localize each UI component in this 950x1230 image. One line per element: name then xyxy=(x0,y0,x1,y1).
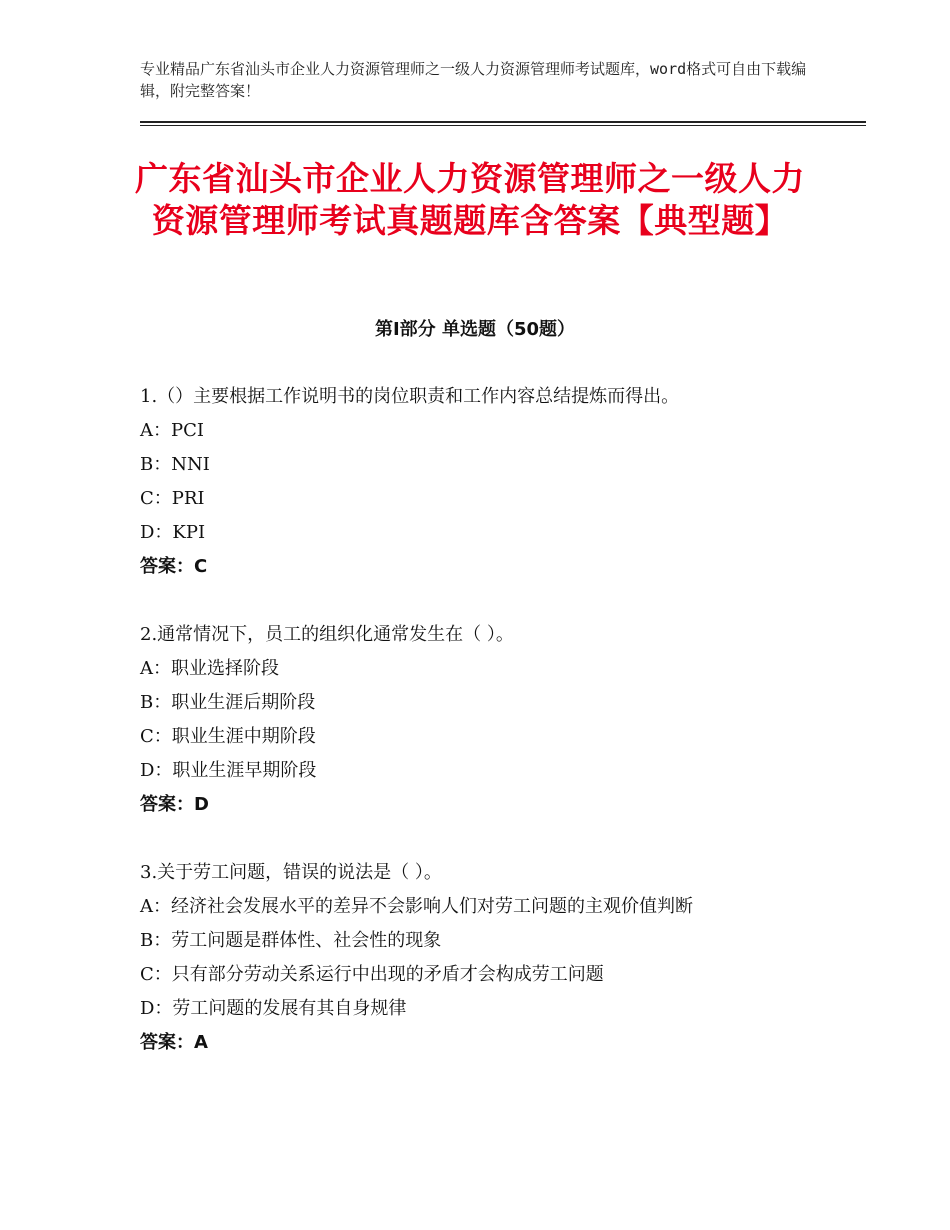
option-d: D：职业生涯早期阶段 xyxy=(140,760,317,781)
option-c: C：PRI xyxy=(140,488,205,509)
option-d: D：劳工问题的发展有其自身规律 xyxy=(140,998,407,1019)
option-a: A：职业选择阶段 xyxy=(140,658,279,679)
option-b: B：职业生涯后期阶段 xyxy=(140,692,316,713)
answer: 答案：A xyxy=(140,1032,208,1053)
question-list xyxy=(140,380,840,1094)
option-c: C：职业生涯中期阶段 xyxy=(140,726,316,747)
option-a: A：PCI xyxy=(140,420,204,441)
question-stem: 3.关于劳工问题，错误的说法是（ ）。 xyxy=(140,862,442,883)
option-a: A：经济社会发展水平的差异不会影响人们对劳工问题的主观价值判断 xyxy=(140,896,693,917)
document-title: 广东省汕头市企业人力资源管理师之一级人力资源管理师考试真题题库含答案【典型题】 xyxy=(135,159,805,240)
header-rule-thin xyxy=(140,125,866,126)
question-2 xyxy=(140,618,840,822)
option-c: C：只有部分劳动关系运行中出现的矛盾才会构成劳工问题 xyxy=(140,964,604,985)
option-b: B：NNI xyxy=(140,454,210,475)
question-stem: 1.（）主要根据工作说明书的岗位职责和工作内容总结提炼而得出。 xyxy=(140,386,680,407)
answer: 答案：C xyxy=(140,556,208,577)
option-d: D：KPI xyxy=(140,522,206,543)
question-3 xyxy=(140,856,840,1060)
question-1 xyxy=(140,380,840,584)
header-note: 专业精品广东省汕头市企业人力资源管理师之一级人力资源管理师考试题库，word格式可自由下载编辑，附完整答案！ xyxy=(140,60,807,100)
section-heading: 第Ⅰ部分 单选题（50题） xyxy=(374,319,575,340)
answer: 答案：D xyxy=(140,794,209,815)
option-b: B：劳工问题是群体性、社会性的现象 xyxy=(140,930,442,951)
header-rule-thick xyxy=(140,121,866,123)
question-stem: 2.通常情况下，员工的组织化通常发生在（ ）。 xyxy=(140,624,514,645)
